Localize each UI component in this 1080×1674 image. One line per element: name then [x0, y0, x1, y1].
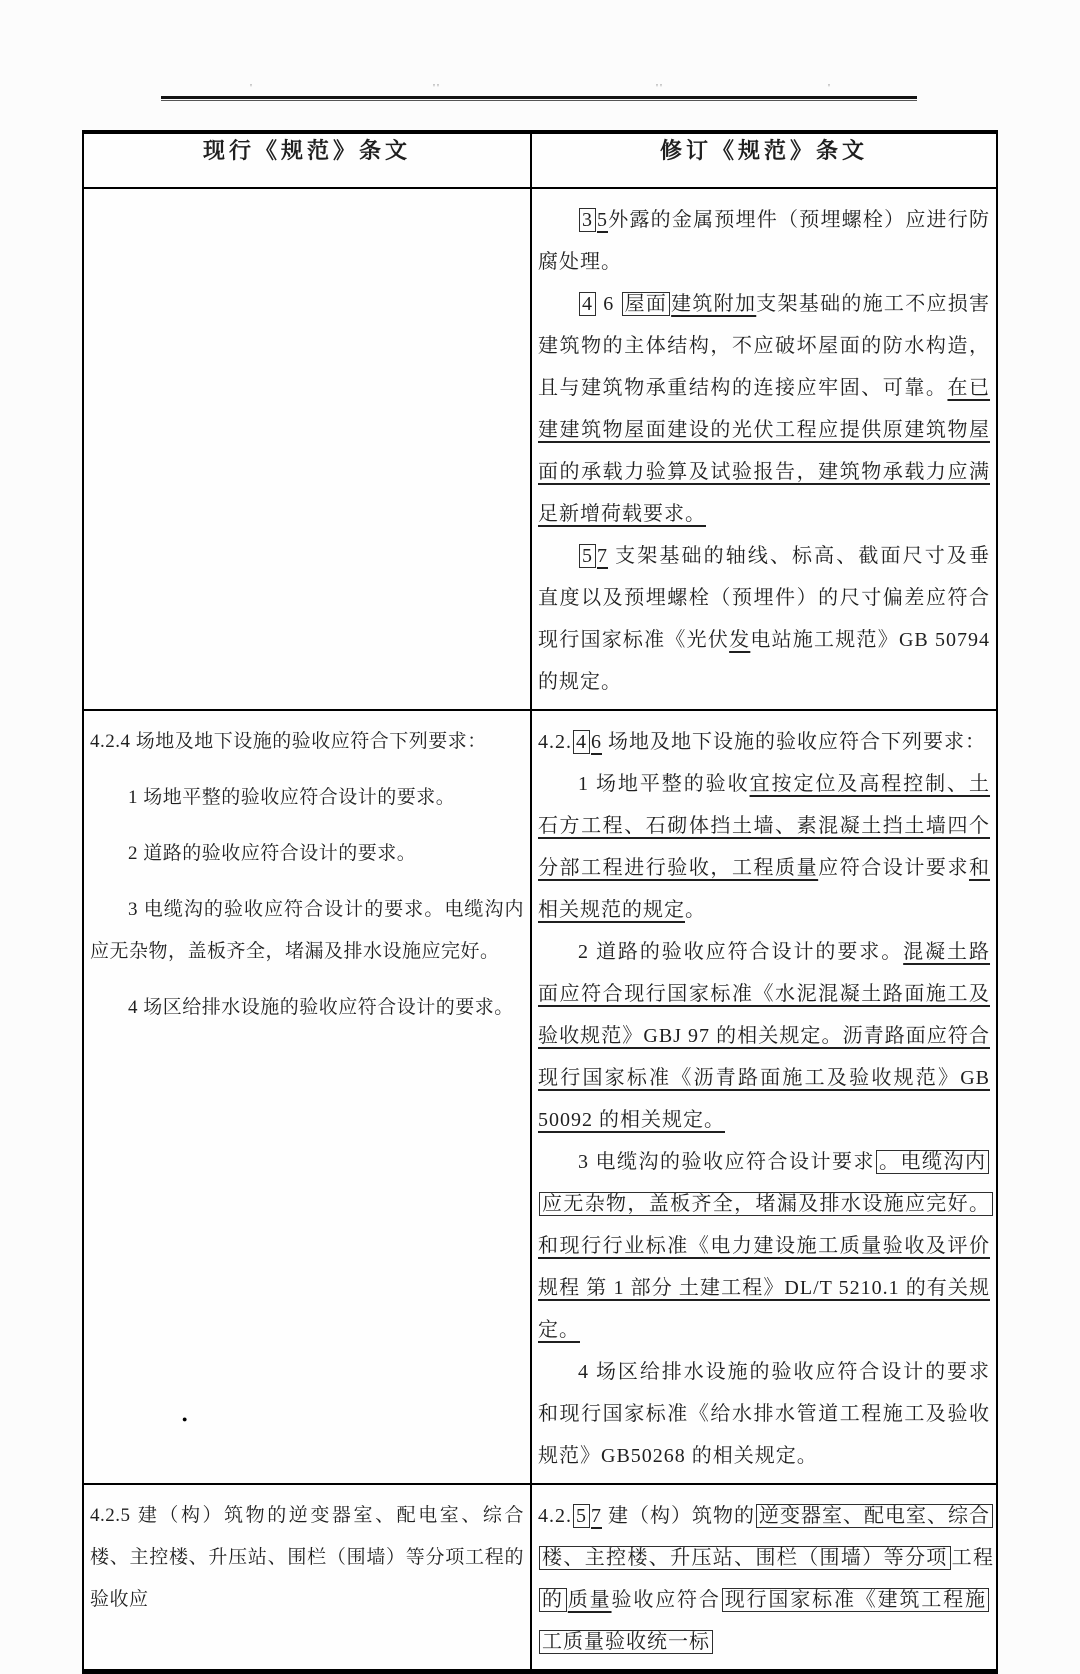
text-run: 1 场地平整的验收 [578, 773, 750, 795]
cell-revised-row2 [531, 710, 997, 1484]
column-header-revised: 修订《规范》条文 [531, 132, 997, 188]
paragraph [538, 1495, 995, 1663]
page-header-rule [161, 96, 917, 99]
scan-artifact-mark: '' [656, 82, 664, 94]
table-row [83, 710, 997, 1484]
revision-box-mark: 4 [573, 730, 590, 754]
revision-underline-mark: 5 [597, 209, 608, 231]
revision-box-mark: 4 [579, 292, 596, 316]
text-run: 外露的金属预埋件（预埋螺栓）应进行防腐处理。 [538, 209, 990, 273]
revision-underline-mark: 混凝土路面应符合现行国家标准《水泥混凝土路面施工及验收规范》GBJ 97 的相关规定。沥青路面应符合现行国家标准《沥青路面施工及验收规范》GB 50092 的相关规定。 [538, 941, 991, 1131]
revision-underline-mark: 宜按定位及高程控制、土石方工程、石砌体挡土墙、素混凝土挡土墙四个分部工程进行验收，工程质量 [538, 773, 991, 879]
paragraph [538, 763, 990, 931]
revision-underline-mark: 7 [591, 1505, 602, 1527]
table-row [83, 1484, 997, 1672]
column-header-current: 现行《规范》条文 [83, 132, 531, 188]
paragraph [538, 931, 990, 1141]
text-run: 4.2. [538, 731, 572, 753]
scan-artifact-mark: ' [828, 82, 832, 94]
revision-underline-mark: 6 [591, 731, 602, 753]
revision-box-mark: 的 [539, 1588, 567, 1612]
text-run: 4 场区给排水设施的验收应符合设计的要求和现行国家标准《给水排水管道工程施工及验收规范》GB50268 的相关规定。 [538, 1361, 990, 1467]
scan-artifact-mark: '' [433, 82, 441, 94]
revision-box-mark: 3 [579, 208, 596, 232]
paragraph [90, 721, 524, 763]
text-run: 场地及地下设施的验收应符合下列要求： [602, 731, 986, 753]
paragraph [538, 283, 990, 535]
text-run: 2 道路的验收应符合设计的要求。 [578, 941, 904, 963]
paragraph [538, 721, 990, 763]
revision-underline-mark: 在已建建筑物屋面建设的光伏工程应提供原建筑物屋面的承载力验算及试验报告，建筑物承载力应满足新增荷载要求。 [538, 377, 991, 525]
text-run: 工程 [951, 1547, 995, 1569]
revision-box-mark: 5 [573, 1504, 590, 1528]
text-run: 4.2. [538, 1505, 572, 1527]
revision-underline-mark: 质量 [567, 1589, 612, 1611]
stray-dot-artifact: ● [182, 1414, 188, 1424]
text-run: 应符合设计要求 [818, 857, 970, 879]
table-header-row [83, 132, 997, 188]
text-run: 2 道路的验收应符合设计的要求。 [128, 843, 417, 864]
cell-current-row2 [83, 710, 531, 1484]
revision-underline-mark: 建筑附加 [671, 293, 757, 315]
paragraph [538, 535, 990, 703]
cell-current-row1 [83, 188, 531, 710]
paragraph [90, 987, 524, 1029]
text-run: 3 电缆沟的验收应符合设计要求 [578, 1151, 875, 1173]
text-run: 支架基础的轴线、标高、截面尺寸及垂直度以及预埋螺栓（预埋件）的尺寸偏差应符合现行国家标准《光伏 [538, 545, 990, 651]
paragraph [90, 833, 524, 875]
text-run: 支架基础的施工不应损害建筑物的主体结构，不应破坏屋面的防水构造，且与建筑物承重结构的连接应牢固、可靠。 [538, 293, 991, 399]
revision-box-mark: 屋面 [622, 292, 671, 316]
text-run: 4.2.5 建（构）筑物的逆变器室、配电室、综合楼、主控楼、升压站、围栏（围墙）等分项工程的验收应 [90, 1505, 524, 1610]
table-row [83, 188, 997, 710]
scan-artifact-mark: ' [250, 82, 254, 94]
revision-underline-mark: 7 [597, 545, 608, 567]
revision-underline-mark: 和现行行业标准《电力建设施工质量验收及评价规程 第 1 部分 土建工程》DL/T 5210.1 的有关规定。 [538, 1235, 990, 1341]
revision-box-mark: 逆变器室、配电室、综合楼、主控楼、升压站、围栏（围墙）等分项 [539, 1504, 993, 1570]
text-run: 建（构）筑物的 [602, 1505, 755, 1527]
text-run: 6 [597, 293, 621, 315]
revision-box-mark: 。电缆沟内应无杂物，盖板齐全，堵漏及排水设施应完好。 [539, 1150, 993, 1216]
text-run: 4.2.4 场地及地下设施的验收应符合下列要求： [90, 731, 487, 752]
revision-box-mark: 现行国家标准《建筑工程施工质量验收统一标 [539, 1588, 989, 1654]
revision-box-mark: 5 [579, 544, 596, 568]
paragraph [90, 777, 524, 819]
paragraph [538, 1351, 990, 1477]
text-run: 。 [685, 899, 706, 921]
paragraph [538, 1141, 990, 1351]
text-run: 验收应符合 [611, 1589, 721, 1611]
revision-underline-mark: 和相关规范的规定 [538, 857, 991, 921]
text-run: 3 电缆沟的验收应符合设计的要求。电缆沟内应无杂物，盖板齐全，堵漏及排水设施应完好。 [90, 899, 524, 962]
paragraph [90, 1495, 524, 1621]
comparison-table [82, 130, 998, 1674]
text-run: 1 场地平整的验收应符合设计的要求。 [128, 787, 456, 808]
cell-current-row3 [83, 1484, 531, 1672]
paragraph [538, 199, 990, 283]
cell-revised-row3 [531, 1484, 997, 1672]
paragraph [90, 889, 524, 973]
text-run: 电站施工规范》GB 50794 的规定。 [538, 629, 990, 693]
text-run: 4 场区给排水设施的验收应符合设计的要求。 [128, 997, 514, 1018]
revision-underline-mark: 发 [729, 629, 751, 651]
cell-revised-row1 [531, 188, 997, 710]
